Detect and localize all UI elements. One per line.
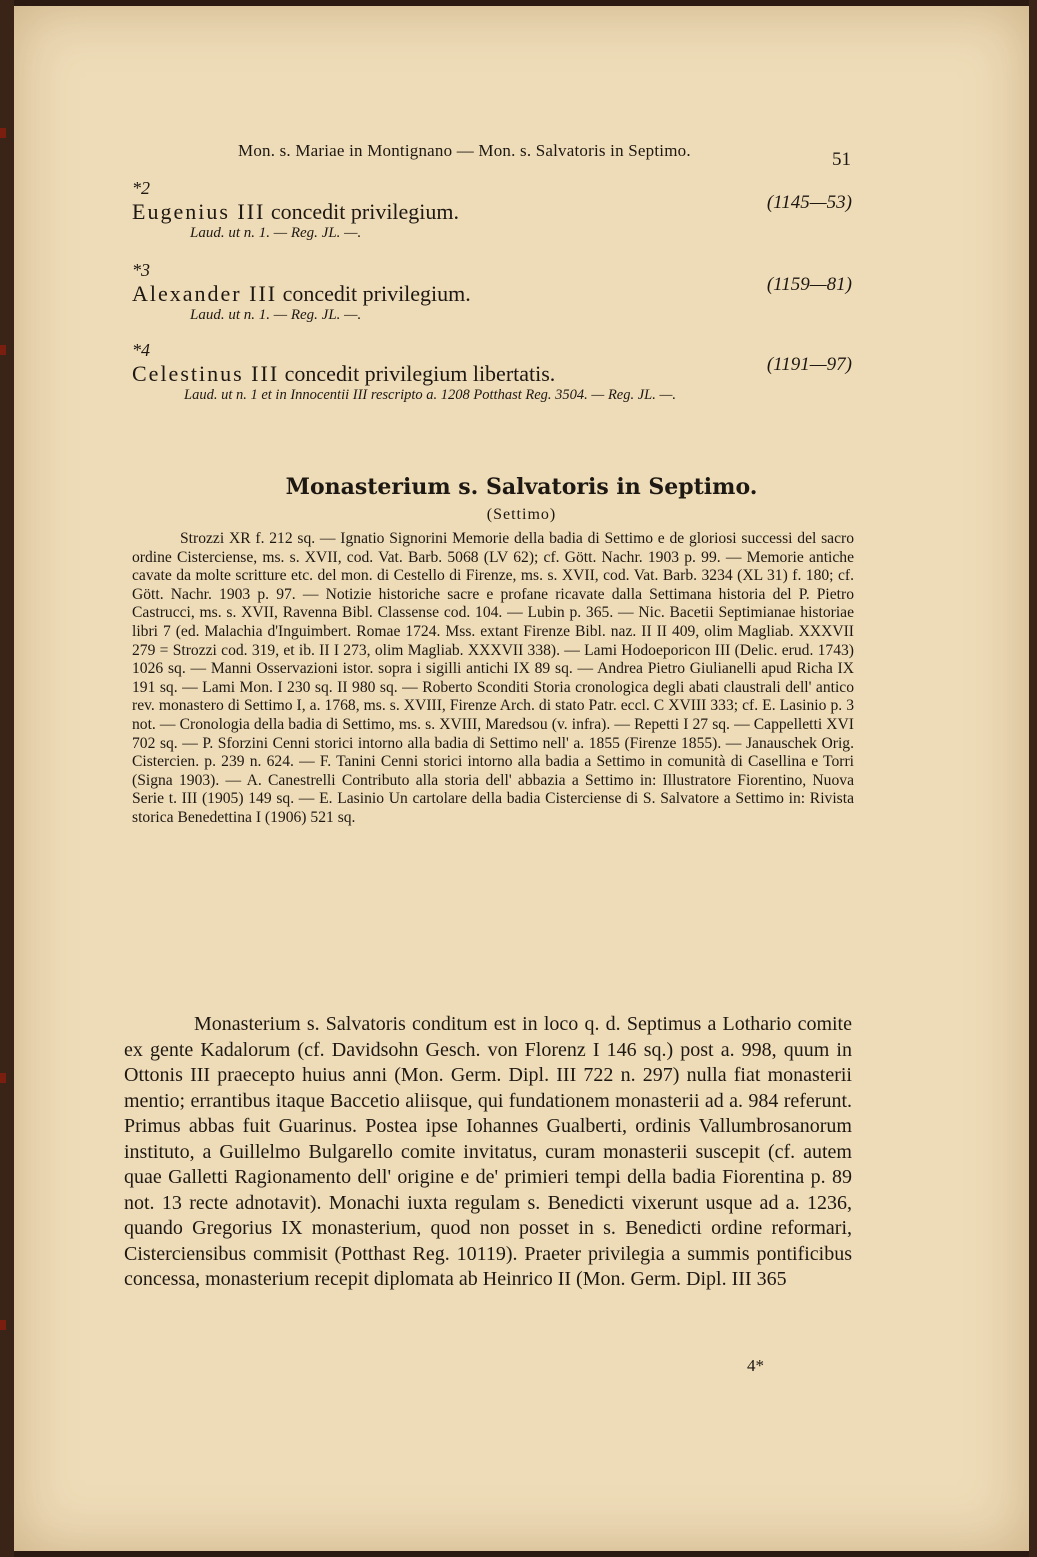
entry-reference: Laud. ut n. 1 et in Innocentii III rescripto a. 1208 Potthast Reg. 3504. — Reg. JL. —. <box>184 387 677 403</box>
page-edge-mark <box>0 345 6 355</box>
pope-name: Alexander III <box>132 281 278 306</box>
regest-entry <box>132 340 852 404</box>
section-subtitle: (Settimo) <box>486 506 557 523</box>
regest-entry <box>132 178 852 242</box>
entry-title <box>132 361 852 387</box>
regest-entry <box>132 260 852 324</box>
entry-title-rest: concedit privilegium. <box>265 199 460 224</box>
pope-name: Celestinus III <box>132 361 280 386</box>
entry-date: (1159—81) <box>766 274 852 295</box>
binding-edge-right <box>1029 0 1037 1557</box>
signature-mark: 4* <box>747 1356 764 1375</box>
page-edge-mark <box>0 1073 6 1083</box>
entry-title-rest: concedit privilegium. <box>277 281 471 306</box>
running-header: Mon. s. Mariae in Montignano — Mon. s. Salvatoris in Septimo. <box>238 141 691 160</box>
page-edge-mark <box>0 1320 6 1330</box>
entry-number: *4 <box>132 340 150 360</box>
entry-number: *3 <box>132 260 150 280</box>
entry-date: (1191—97) <box>766 354 852 375</box>
entry-number: *2 <box>132 178 150 198</box>
pope-name: Eugenius III <box>132 199 266 224</box>
bibliography-text: Strozzi XR f. 212 sq. — Ignatio Signorini Memorie della badia di Settimo e de gloriosi successi del sacro ordine Cisterciense, ms. s. XVII, cod. Vat. Barb. 5068 (LV 62); cf. Gött. Nachr. 1903 p. 99. — Memorie antiche cavate da molte scritture etc. del mon. di Cestello di Firenze, ms. s. XVII, cod. Vat. Barb. 3234 (XL 31) f. 180; cf. Gött. Nachr. 1903 p. 97. — Notizie historiche sacre e profane ricavate dalla Settimana historia del P. Pietro Castrucci, ms. s. XVII, Ravenna Bibl. Classense cod. 104. — Lubin p. 365. — Nic. Bacetii Septimianae historiae libri 7 (ed. Malachia d'Inguimbert. Romae 1724. Mss. extant Firenze Bibl. naz. II II 409, olim Magliab. XXXVII 279 = Strozzi cod. 319, et ib. II I 273, olim Magliab. XXXVII 338). — Lami Hodoeporicon III (Delic. erud. 1743) 1026 sq. — Manni Osservazioni istor. sopra i sigilli antichi IX 89 sq. — Andrea Pietro Giulianelli apud Richa IX 191 sq. — Lami Mon. I 230 sq. II 980 sq. — Roberto Sconditi Storia cronologica degli abati claustrali dell' antico rev. monastero di Settimo I, a. 1768, ms. s. XVIII, Firenze Arch. di stato Patr. eccl. C XVIII 333; cf. E. Lasinio p. 3 not. — Cronologia della badia di Settimo, ms. s. XVIII, Maredsou (v. infra). — Repetti I 27 sq. — Cappelletti XVI 702 sq. — P. Sforzini Cenni storici intorno alla badia di Settimo nell' a. 1855 (Firenze 1855). — Janauschek Orig. Cistercien. p. 239 n. 624. — F. Tanini Cenni storici intorno alla badia a Settimo in comunità di Casellina e Torri (Signa 1903). — A. Canestrelli Contributo alla storia dell' abbazia a Settimo in: Illustratore Fiorentino, Nuova Serie t. III (1905) 149 sq. — E. Lasinio Un cartolare della badia Cisterciense di S. Salvatore a Settimo in: Rivista storica Benedettina I (1906) 521 sq. <box>132 530 854 826</box>
body-paragraph <box>124 1012 852 1293</box>
section-title: Monasterium s. Salvatoris in Septimo. <box>285 474 758 500</box>
page-number: 51 <box>832 149 851 170</box>
page-edge-mark <box>0 128 6 138</box>
book-page <box>14 6 1029 1551</box>
body-text: Monasterium s. Salvatoris conditum est in loco q. d. Septimus a Lothario comite ex gente Kadalorum (cf. Davidsohn Gesch. von Florenz I 146 sq.) post a. 998, quum in Ottonis III praecepto huius anni (Mon. Germ. Dipl. III 722 n. 297) nulla fiat monasterii mentio; errantibus itaque Baccetio aliisque, qui fundationem monasterii ad a. 984 referunt. Primus abbas fuit Guarinus. Postea ipse Iohannes Gualberti, ordinis Vallumbrosanorum instituto, a Guillelmo Bulgarello comite invitatus, curam monasterii suscepit (cf. autem quae Galletti Ragionamento dell' origine e de' primieri tempi della badia Fiorentina p. 89 not. 13 recte adnotavit). Monachi iuxta regulam s. Benedicti vixerunt usque ad a. 1236, quando Gregorius IX monasterium, quod non posset in s. Benedicti ordine reformari, Cisterciensibus commisit (Potthast Reg. 10119). Praeter privilegia a summis pontificibus concessa, monasterium recepit diplomata ab Heinrico II (Mon. Germ. Dipl. III 365 <box>124 1013 852 1290</box>
entry-reference: Laud. ut n. 1. — Reg. JL. —. <box>190 225 362 241</box>
entry-date: (1145—53) <box>766 192 852 213</box>
bibliography-paragraph <box>132 530 854 828</box>
entry-title-rest: concedit privilegium libertatis. <box>279 361 556 386</box>
entry-title <box>132 199 852 225</box>
entry-reference: Laud. ut n. 1. — Reg. JL. —. <box>190 307 362 323</box>
entry-title <box>132 281 852 307</box>
